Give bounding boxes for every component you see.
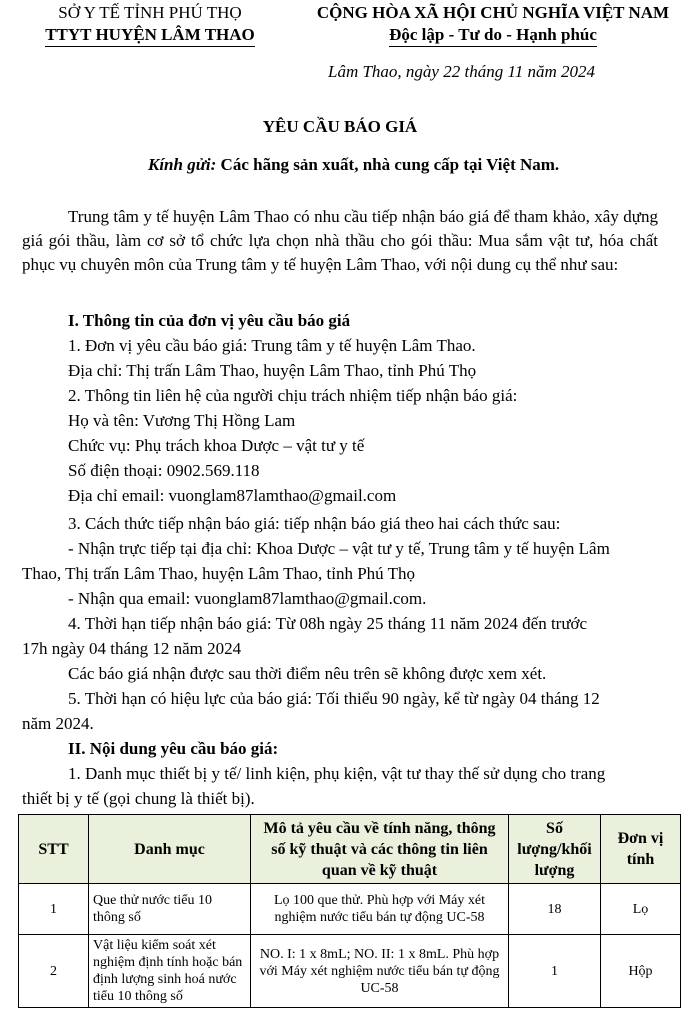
row-stt: 2 <box>19 935 89 1008</box>
row-unit: Lọ <box>601 884 681 935</box>
header-unit: Đơn vị tính <box>601 815 681 884</box>
section1-item4-line2: 17h ngày 04 tháng 12 năm 2024 <box>22 639 242 658</box>
issuing-unit: TTYT HUYỆN LÂM THAO <box>45 24 255 47</box>
contact-name: Họ và tên: Vương Thị Hồng Lam <box>68 411 296 430</box>
contact-email: Địa chỉ email: vuonglam87lamthao@gmail.com <box>68 486 397 505</box>
row-description: NO. I: 1 x 8mL; NO. II: 1 x 8mL. Phù hợp với Máy xét nghiệm nước tiểu bán tự động UC-58 <box>251 935 509 1008</box>
contact-phone: Số điện thoại: 0902.569.118 <box>68 461 260 480</box>
method-email: - Nhận qua email: vuonglam87lamthao@gmail.com. <box>68 589 427 608</box>
section1-address: Địa chỉ: Thị trấn Lâm Thao, huyện Lâm Thao, tỉnh Phú Thọ <box>68 361 477 380</box>
recipient-label: Kính gửi: <box>148 155 217 174</box>
document-date: Lâm Thao, ngày 22 tháng 11 năm 2024 <box>328 62 595 81</box>
section2-heading: II. Nội dung yêu cầu báo giá: <box>68 739 279 758</box>
section1-item3: 3. Cách thức tiếp nhận báo giá: tiếp nhận báo giá theo hai cách thức sau: <box>68 514 561 533</box>
contact-position: Chức vụ: Phụ trách khoa Dược – vật tư y tế <box>68 436 365 455</box>
header-description: Mô tả yêu cầu về tính năng, thông số kỹ thuật và các thông tin liên quan về kỹ thuật <box>251 815 509 884</box>
section2-item1-line1: 1. Danh mục thiết bị y tế/ linh kiện, phụ kiện, vật tư thay thế sử dụng cho trang <box>68 764 606 783</box>
row-description: Lọ 100 que thử. Phù hợp với Máy xét nghiệm nước tiểu bán tự động UC-58 <box>251 884 509 935</box>
recipient: Các hãng sản xuất, nhà cung cấp tại Việt Nam. <box>216 155 560 174</box>
table-row <box>19 884 681 935</box>
items-table <box>18 814 681 1008</box>
row-unit: Hộp <box>601 935 681 1008</box>
late-note: Các báo giá nhận được sau thời điểm nêu trên sẽ không được xem xét. <box>68 664 547 683</box>
method-direct-line2: Thao, Thị trấn Lâm Thao, huyện Lâm Thao, tỉnh Phú Thọ <box>22 564 415 583</box>
intro-paragraph: Trung tâm y tế huyện Lâm Thao có nhu cầu tiếp nhận báo giá để tham khảo, xây dựng giá gói thầu, làm cơ sở tổ chức lựa chọn nhà thầu cho gói thầu: Mua sắm vật tư, hóa chất phục vụ chuyên môn của Trung tâm y tế huyện Lâm Thao, với nội dung cụ thể như sau: <box>22 207 658 274</box>
row-quantity: 18 <box>509 884 601 935</box>
table-row <box>19 935 681 1008</box>
method-direct-line1: - Nhận trực tiếp tại địa chỉ: Khoa Dược – vật tư y tế, Trung tâm y tế huyện Lâm <box>68 539 610 558</box>
row-item: Que thử nước tiểu 10 thông số <box>89 884 251 935</box>
section1-item4-line1: 4. Thời hạn tiếp nhận báo giá: Từ 08h ngày 25 tháng 11 năm 2024 đến trước <box>68 614 588 633</box>
header-item: Danh mục <box>89 815 251 884</box>
section1-heading: I. Thông tin của đơn vị yêu cầu báo giá <box>68 311 351 330</box>
section1-item2: 2. Thông tin liên hệ của người chịu trách nhiệm tiếp nhận báo giá: <box>68 386 518 405</box>
agency-header <box>0 2 300 47</box>
section1-item5-line2: năm 2024. <box>22 714 94 733</box>
national-header <box>278 2 700 47</box>
national-motto: Độc lập - Tư do - Hạnh phúc <box>389 24 597 47</box>
row-item: Vật liệu kiểm soát xét nghiệm định tính hoặc bán định lượng sinh hoá nước tiểu 10 thông số <box>89 935 251 1008</box>
section1-item5-line1: 5. Thời hạn có hiệu lực của báo giá: Tối thiểu 90 ngày, kể từ ngày 04 tháng 12 <box>68 689 600 708</box>
national-title: CỘNG HÒA XÃ HỘI CHỦ NGHĨA VIỆT NAM <box>316 3 670 22</box>
parent-agency: SỞ Y TẾ TỈNH PHÚ THỌ <box>58 3 242 22</box>
header-quantity: Số lượng/khối lượng <box>509 815 601 884</box>
header-stt: STT <box>19 815 89 884</box>
row-stt: 1 <box>19 884 89 935</box>
section2-item1-line2: thiết bị y tế (gọi chung là thiết bị). <box>22 789 255 808</box>
row-quantity: 1 <box>509 935 601 1008</box>
table-header-row <box>19 815 681 884</box>
section1-item1: 1. Đơn vị yêu cầu báo giá: Trung tâm y tế huyện Lâm Thao. <box>68 336 476 355</box>
document-title: YÊU CẦU BÁO GIÁ <box>262 117 418 136</box>
recipient-line <box>148 155 559 175</box>
